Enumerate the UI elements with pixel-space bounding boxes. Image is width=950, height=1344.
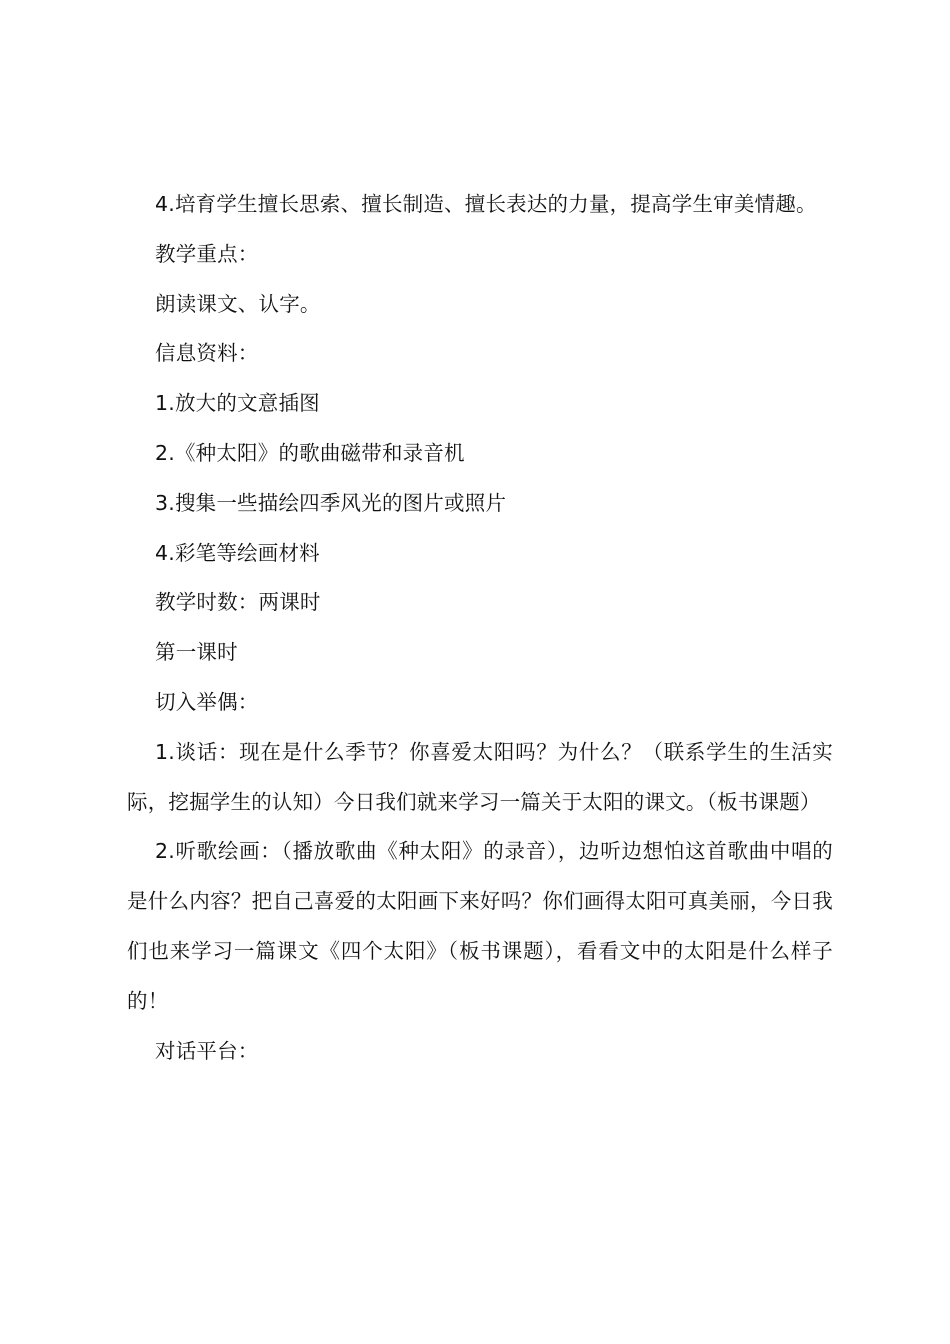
heading-introduction: 切入举偶： [155, 689, 259, 714]
list-item-material-3: 3.搜集一些描绘四季风光的图片或照片 [155, 490, 507, 515]
paragraph-step-2-song-drawing: 2.听歌绘画：（播放歌曲《种太阳》的录音），边听边想怕这首歌曲中唱的是什么内容？把自己喜爱的太阳画下来好吗？你们画得太阳可真美丽，今日我们也来学习一篇课文《四个太阳》（板书课题），看看文中的太阳是什么样子的！ [127, 839, 833, 1013]
paragraph-class-hours: 教学时数：两课时 [155, 590, 321, 615]
list-item-material-1: 1.放大的文意插图 [155, 391, 320, 416]
paragraph-step-1-talk: 1.谈话：现在是什么季节？你喜爱太阳吗？为什么？（联系学生的生活实际，挖掘学生的认知）今日我们就来学习一篇关于太阳的课文。（板书课题） [127, 739, 833, 814]
list-item-material-4: 4.彩笔等绘画材料 [155, 540, 320, 565]
heading-teaching-focus: 教学重点： [155, 241, 259, 266]
heading-first-lesson: 第一课时 [155, 640, 238, 665]
heading-materials: 信息资料： [155, 341, 259, 366]
paragraph-focus-content: 朗读课文、认字。 [155, 291, 321, 316]
heading-dialogue-platform: 对话平台： [155, 1038, 259, 1063]
paragraph-goal-4: 4.培育学生擅长思索、擅长制造、擅长表达的力量，提高学生审美情趣。 [155, 192, 817, 216]
list-item-material-2: 2.《种太阳》的歌曲磁带和录音机 [155, 440, 465, 465]
document-body [127, 180, 833, 1076]
